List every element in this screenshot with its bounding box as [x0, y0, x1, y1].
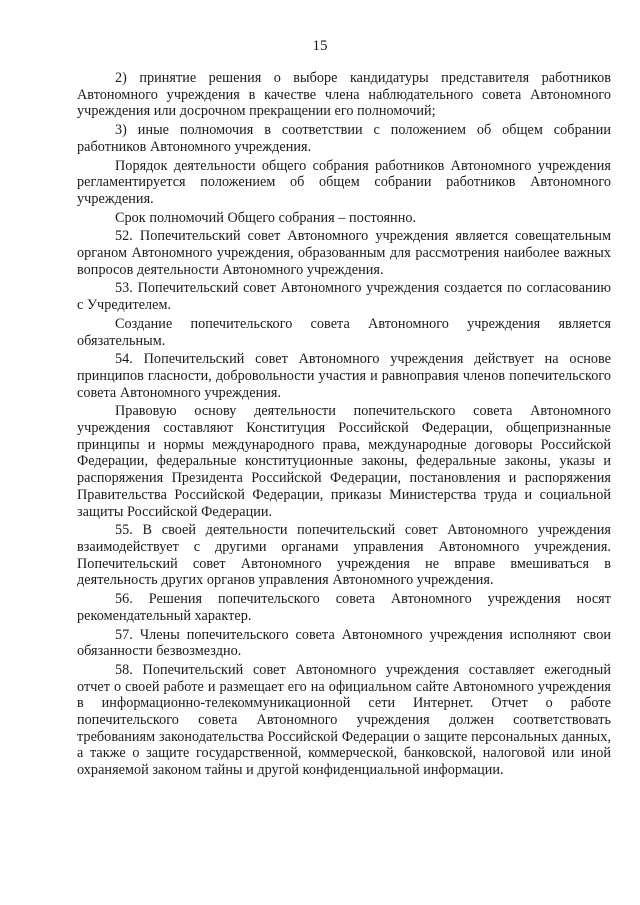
- paragraph-item-2-decision: 2) принятие решения о выборе кандидатуры представителя работников Автономного учреждения в качестве члена наблюдательного совета Автономного учреждения или досрочном прекращении его полномочий;: [77, 70, 611, 120]
- page-number: 15: [312, 38, 328, 54]
- paragraph-section-55: 55. В своей деятельности попечительский совет Автономного учреждения взаимодействует с другими органами управления Автономного учреждения. Попечительский совет Автономного учреждения не вправе вмешиваться в деятельность других органов управления Автономного учреждения.: [77, 522, 611, 589]
- paragraph-section-53: 53. Попечительский совет Автономного учреждения создается по согласованию с Учредителем.: [77, 280, 611, 314]
- paragraph-item-3-other-powers: 3) иные полномочия в соответствии с положением об общем собрании работников Автономного учреждения.: [77, 122, 611, 155]
- paragraph-section-57: 57. Члены попечительского совета Автономного учреждения исполняют свои обязанности безвозмездно.: [77, 626, 611, 660]
- paragraph-section-54: 54. Попечительский совет Автономного учреждения действует на основе принципов гласности, добровольности участия и равноправия членов попечительского совета Автономного учреждения.: [77, 351, 611, 401]
- paragraph-section-56: 56. Решения попечительского совета Автономного учреждения носят рекомендательный характер.: [77, 591, 611, 624]
- paragraph-assembly-procedure: Порядок деятельности общего собрания работников Автономного учреждения регламентируется положением об общем собрании работников Автономного учреждения.: [77, 157, 611, 207]
- paragraph-section-52: 52. Попечительский совет Автономного учреждения является совещательным органом Автономного учреждения, образованным для рассмотрения наиболее важных вопросов деятельности Автономного учреждения.: [77, 228, 611, 278]
- paragraph-section-58: 58. Попечительский совет Автономного учреждения составляет ежегодный отчет о своей работе и размещает его на официальном сайте Автономного учреждения в информационно-телекоммуникационной сети Интернет. Отчет о работе попечительского совета Автономного учреждения должен соответствовать требованиям законодательства Российской Федерации о защите персональных данных, а также о защите государственной, коммерческой, банковской, налоговой или иной охраняемой законом тайны и другой конфиденциальной информации.: [77, 661, 611, 779]
- paragraph-assembly-term: Срок полномочий Общего собрания – постоянно.: [115, 209, 417, 226]
- paragraph-legal-basis: Правовую основу деятельности попечительского совета Автономного учреждения составляют Конституция Российской Федерации, общепризнанные принципы и нормы международного права, международные договоры Российской Федерации, федеральные конституционные законы, федеральные законы, указы и распоряжения Президента Российской Федерации, постановления и распоряжения Правительства Российской Федерации, приказы Министерства труда и социальной защиты Российской Федерации.: [77, 403, 611, 520]
- paragraph-board-mandatory: Создание попечительского совета Автономного учреждения является обязательным.: [77, 315, 611, 349]
- document-body: [77, 70, 611, 781]
